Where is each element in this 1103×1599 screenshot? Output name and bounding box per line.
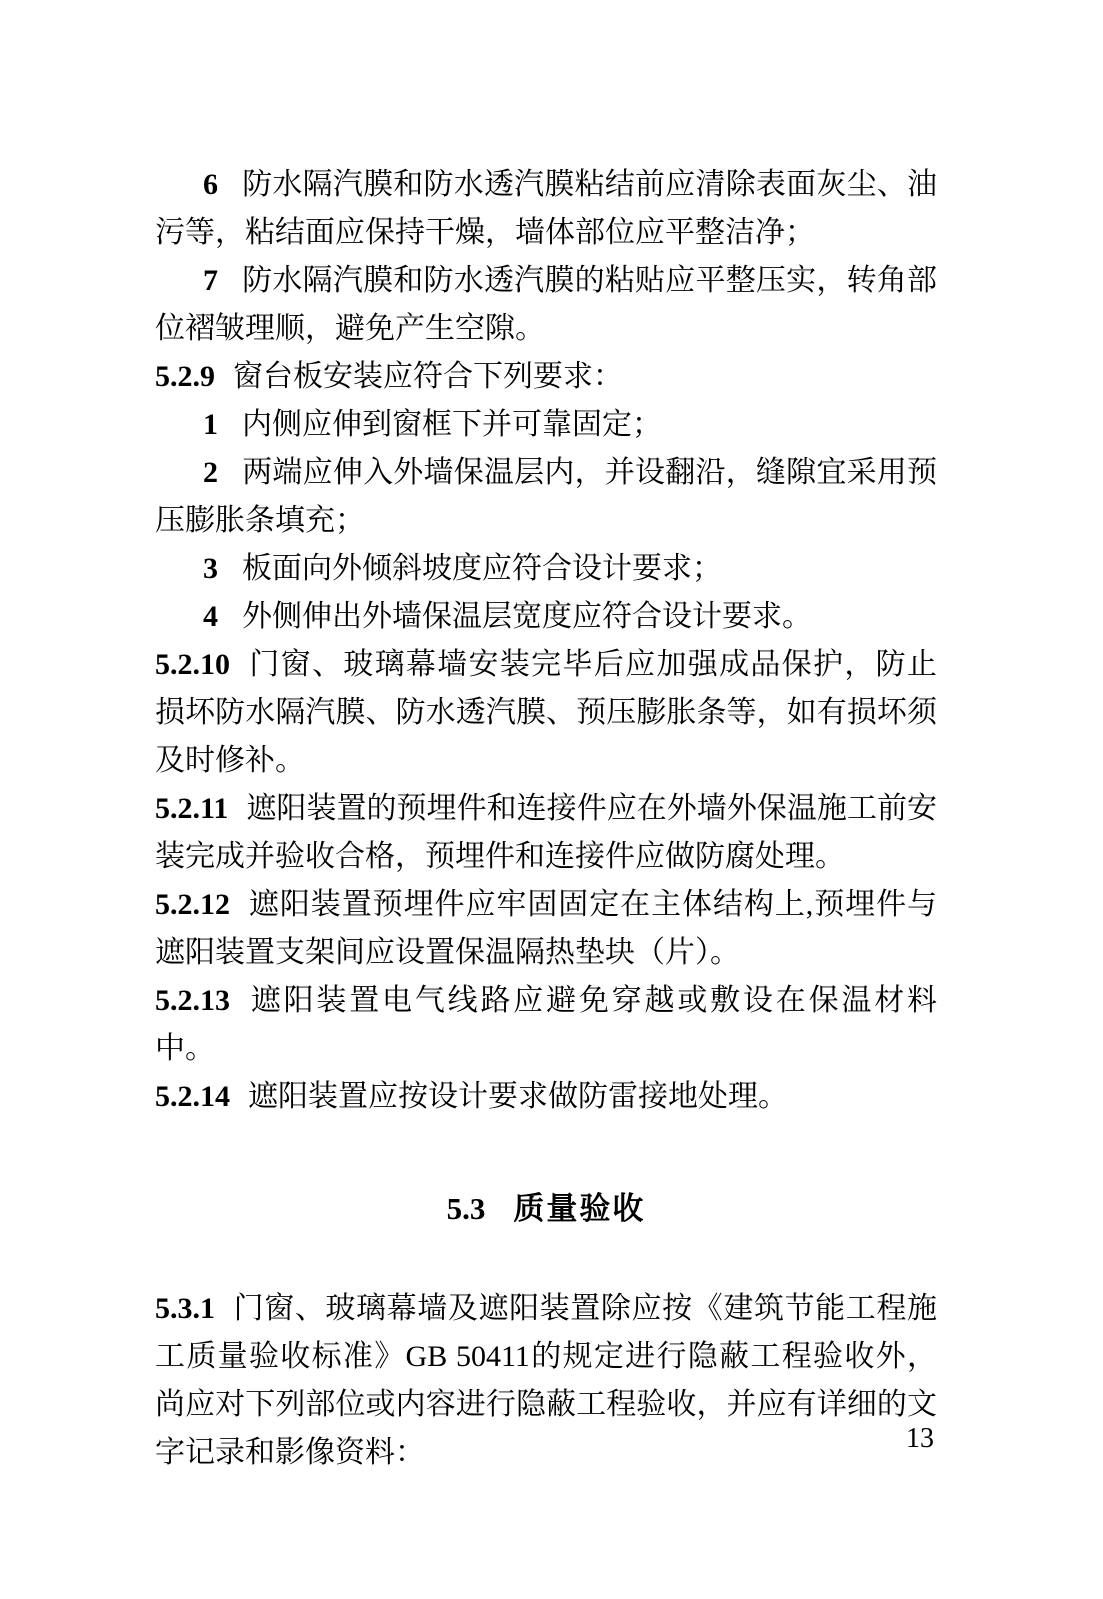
clause-5-2-12 — [155, 881, 937, 977]
clause-text: 遮阳装置电气线路应避免穿越或敷设在保温材料中。 — [155, 984, 937, 1065]
clause-5-2-9 — [155, 353, 937, 401]
sub-item-text: 内侧应伸到窗框下并可靠固定； — [242, 408, 662, 441]
clause-number: 5.2.11 — [155, 792, 229, 825]
section-title: 质量验收 — [513, 1191, 646, 1226]
clause-text: 窗台板安装应符合下列要求： — [233, 360, 623, 393]
clause-text: 遮阳装置应按设计要求做防雷接地处理。 — [248, 1080, 788, 1113]
section-heading-5-3 — [155, 1185, 937, 1233]
sub-item-4 — [155, 593, 937, 641]
sub-item-number: 6 — [203, 168, 218, 201]
sub-item-2 — [155, 449, 937, 545]
body-text — [155, 161, 937, 1477]
clause-5-2-14 — [155, 1073, 937, 1121]
clause-number: 5.2.14 — [155, 1080, 230, 1113]
clause-5-2-10 — [155, 641, 937, 785]
clause-text: 门窗、玻璃幕墙安装完毕后应加强成品保护，防止损坏防水隔汽膜、防水透汽膜、预压膨胀条等，如有损坏须及时修补。 — [155, 648, 937, 777]
clause-5-2-13 — [155, 977, 937, 1073]
sub-item-number: 4 — [203, 600, 218, 633]
clause-number: 5.2.10 — [155, 648, 230, 681]
page-number: 13 — [906, 1423, 934, 1454]
sub-item-text: 板面向外倾斜坡度应符合设计要求； — [242, 552, 722, 585]
sub-item-number: 1 — [203, 408, 218, 441]
clause-number: 5.3.1 — [155, 1292, 215, 1325]
clause-5-3-1 — [155, 1285, 937, 1477]
sub-item-number: 7 — [203, 264, 218, 297]
sub-item-number: 3 — [203, 552, 218, 585]
sub-item-3 — [155, 545, 937, 593]
sub-item-number: 2 — [203, 456, 218, 489]
clause-number: 5.2.13 — [155, 984, 230, 1017]
sub-item-1 — [155, 401, 937, 449]
sub-item-6 — [155, 161, 937, 257]
sub-item-text: 防水隔汽膜和防水透汽膜的粘贴应平整压实，转角部位褶皱理顺，避免产生空隙。 — [155, 264, 937, 345]
sub-item-text: 两端应伸入外墙保温层内，并设翻沿，缝隙宜采用预压膨胀条填充； — [155, 456, 937, 537]
clause-text: 门窗、玻璃幕墙及遮阳装置除应按《建筑节能工程施工质量验收标准》GB 50411的规定进行隐蔽工程验收外，尚应对下列部位或内容进行隐蔽工程验收，并应有详细的文字记录和影像资料： — [155, 1292, 937, 1469]
section-number: 5.3 — [446, 1191, 486, 1226]
clause-number: 5.2.12 — [155, 888, 230, 921]
sub-item-7 — [155, 257, 937, 353]
sub-item-text: 外侧伸出外墙保温层宽度应符合设计要求。 — [242, 600, 812, 633]
clause-number: 5.2.9 — [155, 360, 215, 393]
clause-text: 遮阳装置的预埋件和连接件应在外墙外保温施工前安装完成并验收合格，预埋件和连接件应做防腐处理。 — [155, 792, 937, 873]
sub-item-text: 防水隔汽膜和防水透汽膜粘结前应清除表面灰尘、油污等，粘结面应保持干燥，墙体部位应平整洁净； — [155, 168, 937, 249]
clause-text: 遮阳装置预埋件应牢固固定在主体结构上,预埋件与遮阳装置支架间应设置保温隔热垫块（片）。 — [155, 888, 937, 969]
clause-5-2-11 — [155, 785, 937, 881]
